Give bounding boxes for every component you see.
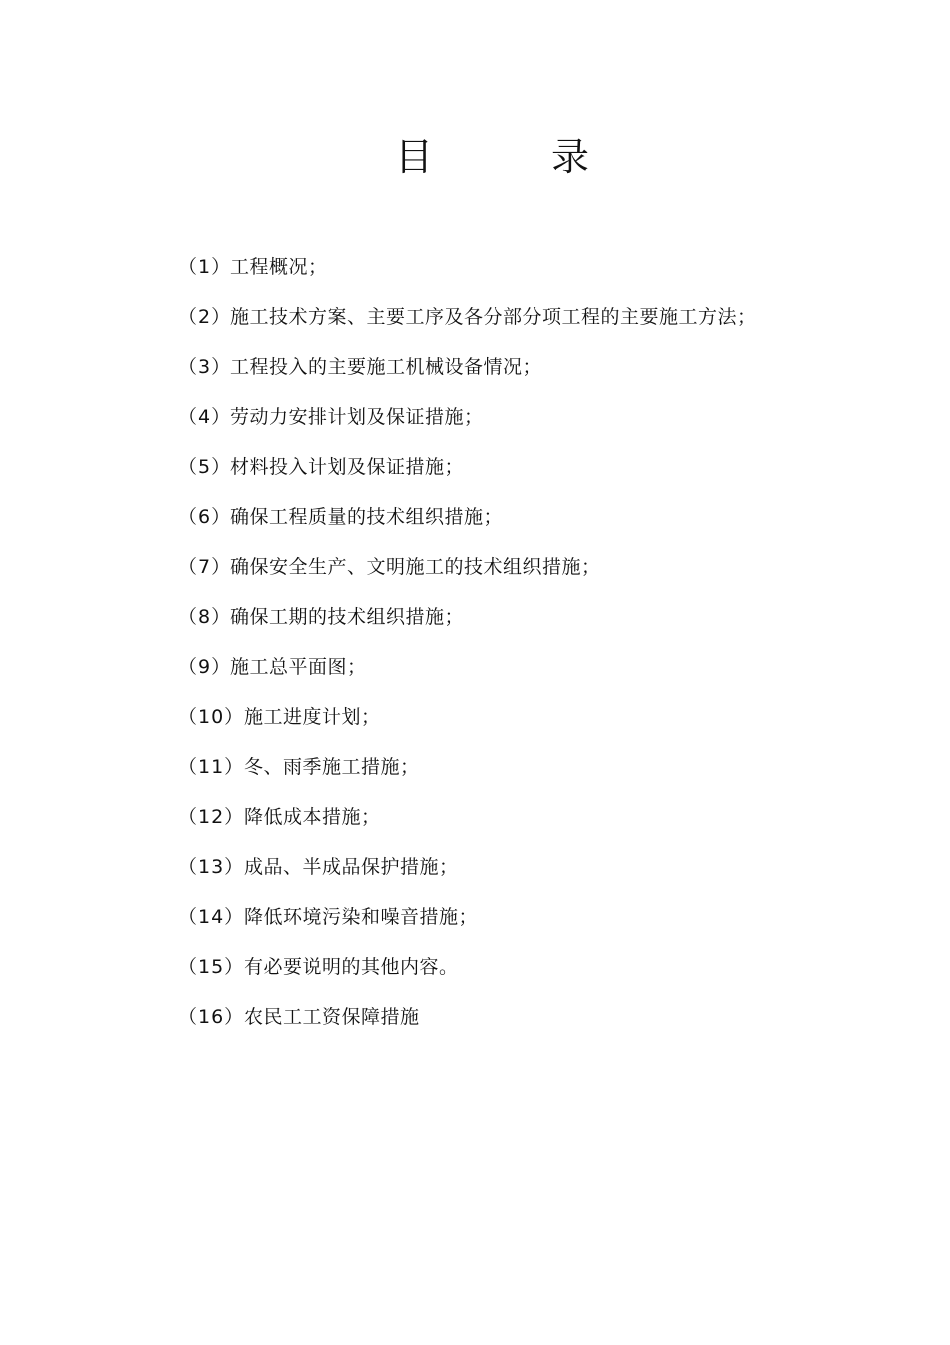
toc-item-text: 劳动力安排计划及保证措施； (230, 406, 484, 428)
toc-item-text: 有必要说明的其他内容。 (244, 956, 459, 978)
toc-item-number: （7） (178, 556, 232, 578)
toc-item-text: 工程投入的主要施工机械设备情况； (230, 356, 543, 378)
toc-item-text: 施工进度计划； (244, 706, 381, 728)
toc-item-text: 施工技术方案、主要工序及各分部分项工程的主要施工方法； (230, 306, 757, 328)
toc-item-number: （13） (178, 856, 245, 878)
toc-item-text: 冬、雨季施工措施； (244, 756, 420, 778)
toc-item-text: 确保工程质量的技术组织措施； (230, 506, 504, 528)
toc-item-2 (178, 300, 878, 350)
toc-item-text: 农民工工资保障措施 (244, 1006, 420, 1028)
toc-item-number: （16） (178, 1006, 245, 1028)
toc-item-number: （1） (178, 256, 232, 278)
toc-item-15 (178, 950, 878, 1000)
toc-item-number: （10） (178, 706, 245, 728)
toc-item-text: 确保工期的技术组织措施； (230, 606, 465, 628)
toc-item-text: 降低成本措施； (244, 806, 381, 828)
toc-item-number: （15） (178, 956, 245, 978)
toc-item-9 (178, 650, 878, 700)
toc-item-3 (178, 350, 878, 400)
toc-item-text: 工程概况； (230, 256, 328, 278)
toc-item-number: （14） (178, 906, 245, 928)
toc-item-7 (178, 550, 878, 600)
toc-item-6 (178, 500, 878, 550)
toc-item-16 (178, 1000, 878, 1050)
toc-item-text: 降低环境污染和噪音措施； (244, 906, 479, 928)
toc-item-13 (178, 850, 878, 900)
toc-item-12 (178, 800, 878, 850)
toc-item-number: （6） (178, 506, 232, 528)
toc-item-number: （4） (178, 406, 232, 428)
toc-item-number: （8） (178, 606, 232, 628)
toc-item-text: 确保安全生产、文明施工的技术组织措施； (230, 556, 601, 578)
toc-item-text: 材料投入计划及保证措施； (230, 456, 465, 478)
page-title: 目 录 (394, 135, 629, 179)
toc-item-1 (178, 250, 878, 300)
toc-item-number: （9） (178, 656, 232, 678)
toc-item-14 (178, 900, 878, 950)
toc-item-4 (178, 400, 878, 450)
toc-item-number: （11） (178, 756, 245, 778)
toc-item-5 (178, 450, 878, 500)
toc-item-text: 成品、半成品保护措施； (244, 856, 459, 878)
toc-item-11 (178, 750, 878, 800)
toc-item-text: 施工总平面图； (230, 656, 367, 678)
toc-item-number: （5） (178, 456, 232, 478)
toc-item-10 (178, 700, 878, 750)
toc-item-number: （3） (178, 356, 232, 378)
table-of-contents (178, 250, 878, 1050)
toc-item-number: （12） (178, 806, 245, 828)
toc-item-8 (178, 600, 878, 650)
toc-item-number: （2） (178, 306, 232, 328)
